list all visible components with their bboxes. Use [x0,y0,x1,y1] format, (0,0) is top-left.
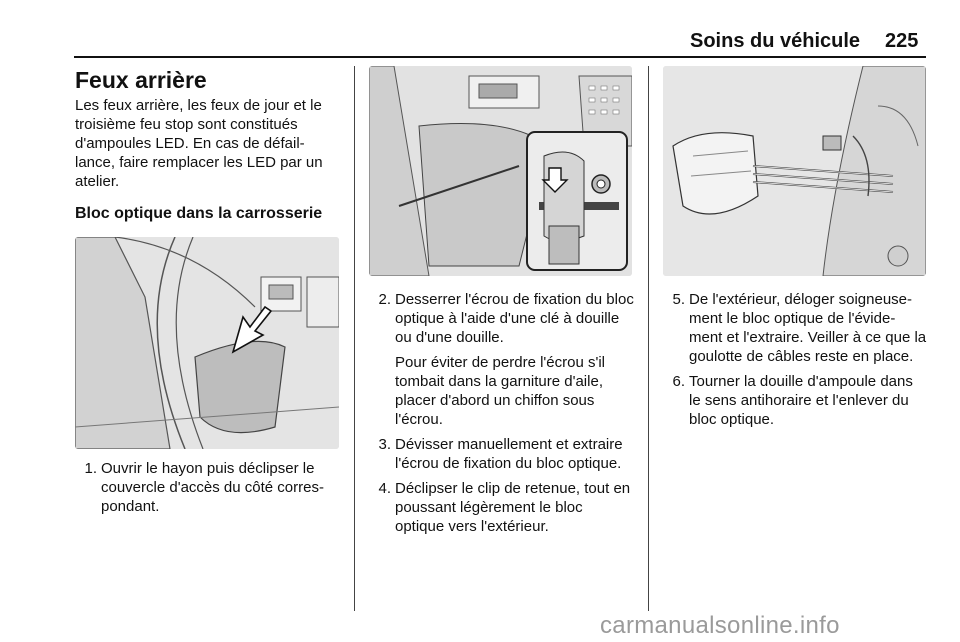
steps-list [369,290,634,536]
list-item [663,290,928,366]
list-item [369,290,634,429]
step-note: Pour éviter de perdre l'écrou s'il tombait dans la garniture d'aile, placer d'abord un chiffon sous l'écrou. [395,354,605,428]
step-number: 1. [84,460,97,477]
steps-list [75,459,343,516]
step-text: De l'extérieur, déloger soigneuse-ment le bloc optique de l'évide-ment et l'extraire. Veiller à ce que la goulotte de câbles reste en place. [689,291,927,365]
step-text: Déclipser le clip de retenue, tout en poussant légèrement le bloc optique vers l'extérieur. [395,480,631,535]
column-3 [663,66,928,429]
step-number: 6. [672,373,685,390]
trunk-cover-illustration [75,237,339,449]
subsection-title: Bloc optique dans la carrosserie [75,205,323,222]
column-2 [369,66,634,536]
steps-list [663,290,928,429]
step-text: Desserrer l'écrou de fixation du bloc optique à l'aide d'une clé à douille ou d'une douille. [395,291,634,346]
step-text: Tourner la douille d'ampoule dans le sens antihoraire et l'enlever du bloc optique. [689,373,913,428]
step-number: 2. [378,291,391,308]
column-1 [75,66,343,516]
header-rule [74,56,926,58]
step-number: 5. [672,291,685,308]
page-number: 225 [885,30,919,52]
column-divider [354,66,355,611]
header-title: Soins du véhicule [690,30,861,52]
intro-paragraph: Les feux arrière, les feux de jour et le troisième feu stop sont constitués d'ampoules LED. En cas de défail-lance, faire remplacer les LED par un atelier. [75,97,323,190]
step-text: Dévisser manuellement et extraire l'écrou de fixation du bloc optique. [395,436,623,472]
column-divider [648,66,649,611]
light-unit-removal-illustration [663,66,926,276]
section-title: Feux arrière [75,67,207,93]
list-item [369,435,634,473]
footer-watermark: carmanualsonline.info [600,612,840,639]
step-number: 4. [378,480,391,497]
list-item [369,479,634,536]
step-text: Ouvrir le hayon puis déclipser le couvercle d'accès du côté corres-pondant. [101,460,324,515]
retaining-nut-illustration [369,66,632,276]
step-number: 3. [378,436,391,453]
list-item [75,459,343,516]
list-item [663,372,928,429]
